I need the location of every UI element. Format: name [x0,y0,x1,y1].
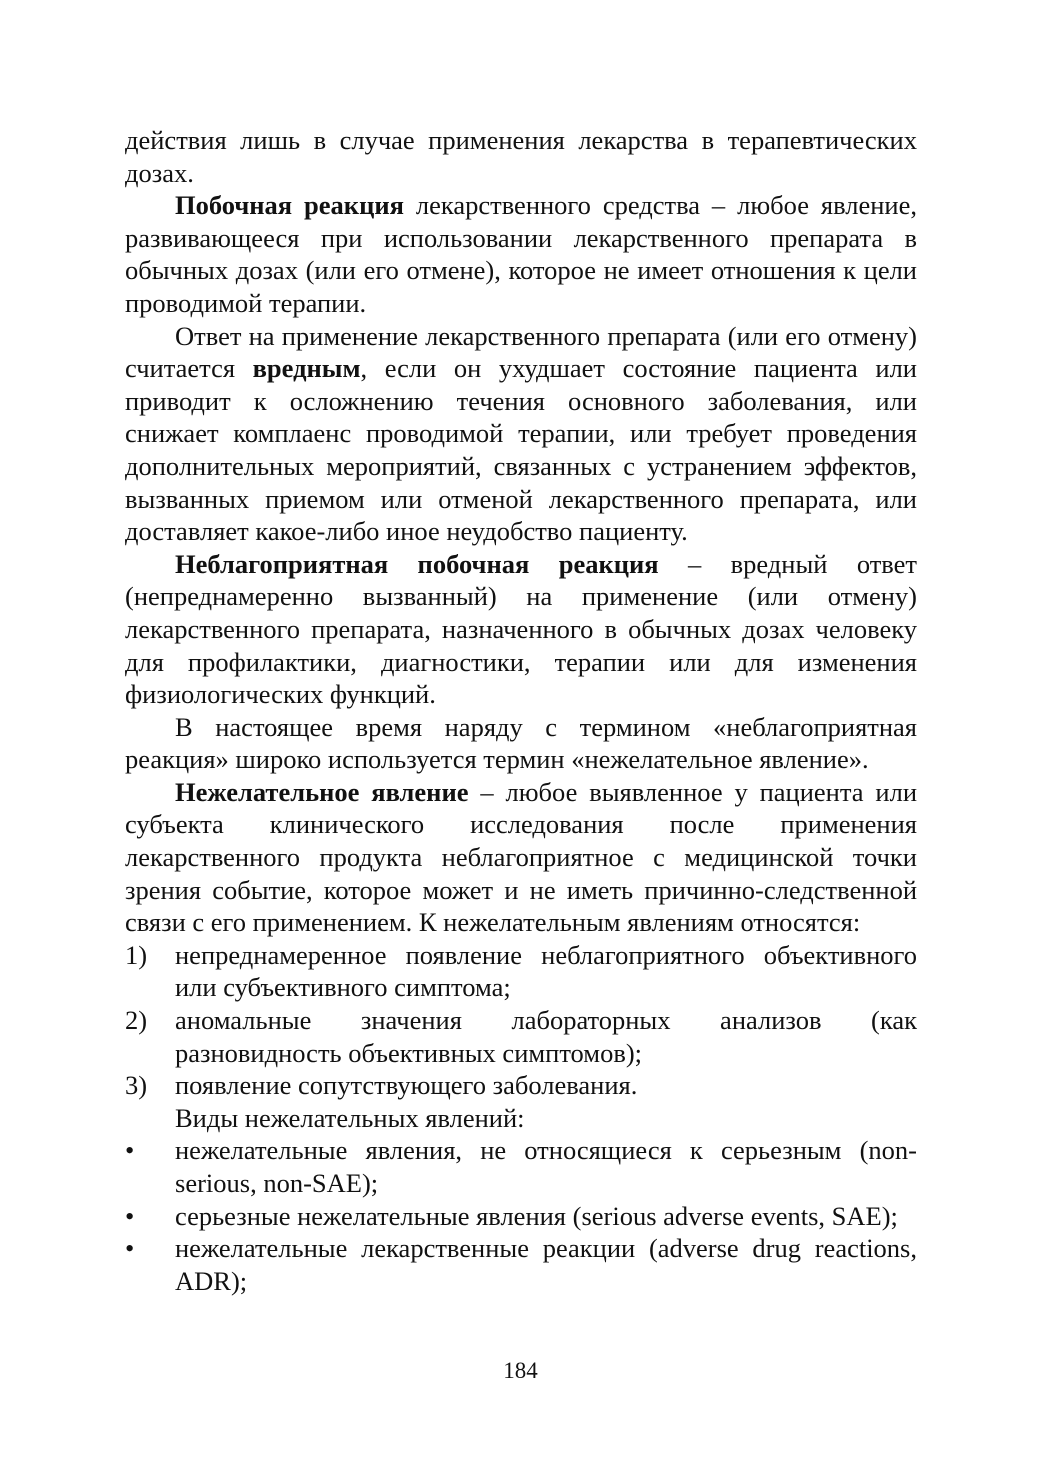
types-heading: Виды нежелательных явлений: [175,1102,525,1133]
paragraph-side-effect-definition [125,189,917,319]
list-item [125,1232,917,1297]
list-item [125,1134,917,1199]
list-marker: 3) [125,1070,148,1101]
paragraph-text: – вредный ответ (непреднамеренно вызванный) на применение (или отмену) лекарственного препарата, назначенного в обычных дозах человеку для профилактики, диагностики, терапии или для изменения физиологических функций. [125,548,917,710]
paragraph-text: действия лишь в случае применения лекарства в терапевтических дозах. [125,125,917,188]
paragraph-adverse-reaction [125,548,917,711]
paragraph-adverse-event [125,776,917,939]
numbered-list [125,939,917,1102]
paragraph-terminology [125,711,917,776]
paragraph-continuation [125,124,917,189]
term-side-reaction: Побочная реакция [175,190,404,221]
paragraph-text: Ответ на применение лекарственного препарата (или его отмену) считается [125,320,917,384]
list-item [125,939,917,1004]
list-item [125,1069,917,1102]
list-item-text: нежелательные явления, не относящиеся к серьезным (non-serious, non-SAE); [175,1135,917,1198]
bullet-list [125,1134,917,1297]
list-item-text: серьезные нежелательные явления (serious adverse events, SAE); [175,1200,898,1231]
page-body [125,124,917,1297]
bullet-icon: • [125,1233,135,1264]
paragraph-text: В настоящее время наряду с термином «неблагоприятная реакция» широко используется термин «нежелательное явление». [125,711,917,775]
bullet-icon: • [125,1200,135,1231]
paragraph-text: , если он ухудшает состояние пациента или приводит к осложнению течения основного заболевания, или снижает комплаенс проводимой терапии, или требует проведения дополнительных мероприятий, связанных с устранением эффектов, вызванных приемом или отменой лекарственного препарата, или доставляет какое-либо иное неудобство пациенту. [125,353,917,547]
list-marker: 1) [125,939,148,970]
term-adverse-reaction: Неблагоприятная побочная реакция [175,548,659,579]
list-item-text: появление сопутствующего заболевания. [175,1070,638,1101]
bullet-icon: • [125,1135,135,1166]
term-adverse-event: Нежелательное явление [175,776,469,807]
paragraph-text: – любое выявленное у пациента или субъекта клинического исследования после применения лекарственного продукта неблагоприятное с медицинской точки зрения событие, которое может и не иметь причинно-следственной связи с его применением. К нежелательным явлениям относятся: [125,776,918,938]
list-item-text: аномальные значения лабораторных анализов (как разновидность объективных симптомов); [175,1005,917,1068]
list-marker: 2) [125,1005,148,1036]
term-harmful: вредным [252,353,361,384]
list-item [125,1200,917,1233]
paragraph-text: лекарственного средства – любое явление, развивающееся при использовании лекарственного препарата в обычных дозах (или его отмене), которое не имеет отношения к цели проводимой терапии. [125,190,917,318]
list-item-text: нежелательные лекарственные реакции (adverse drug reactions, ADR); [175,1233,917,1296]
paragraph-harmful-response [125,320,917,548]
list-item-text: непреднамеренное появление неблагоприятного объективного или субъективного симптома; [175,939,917,1003]
page-number: 184 [503,1358,538,1383]
list-item [125,1004,917,1069]
